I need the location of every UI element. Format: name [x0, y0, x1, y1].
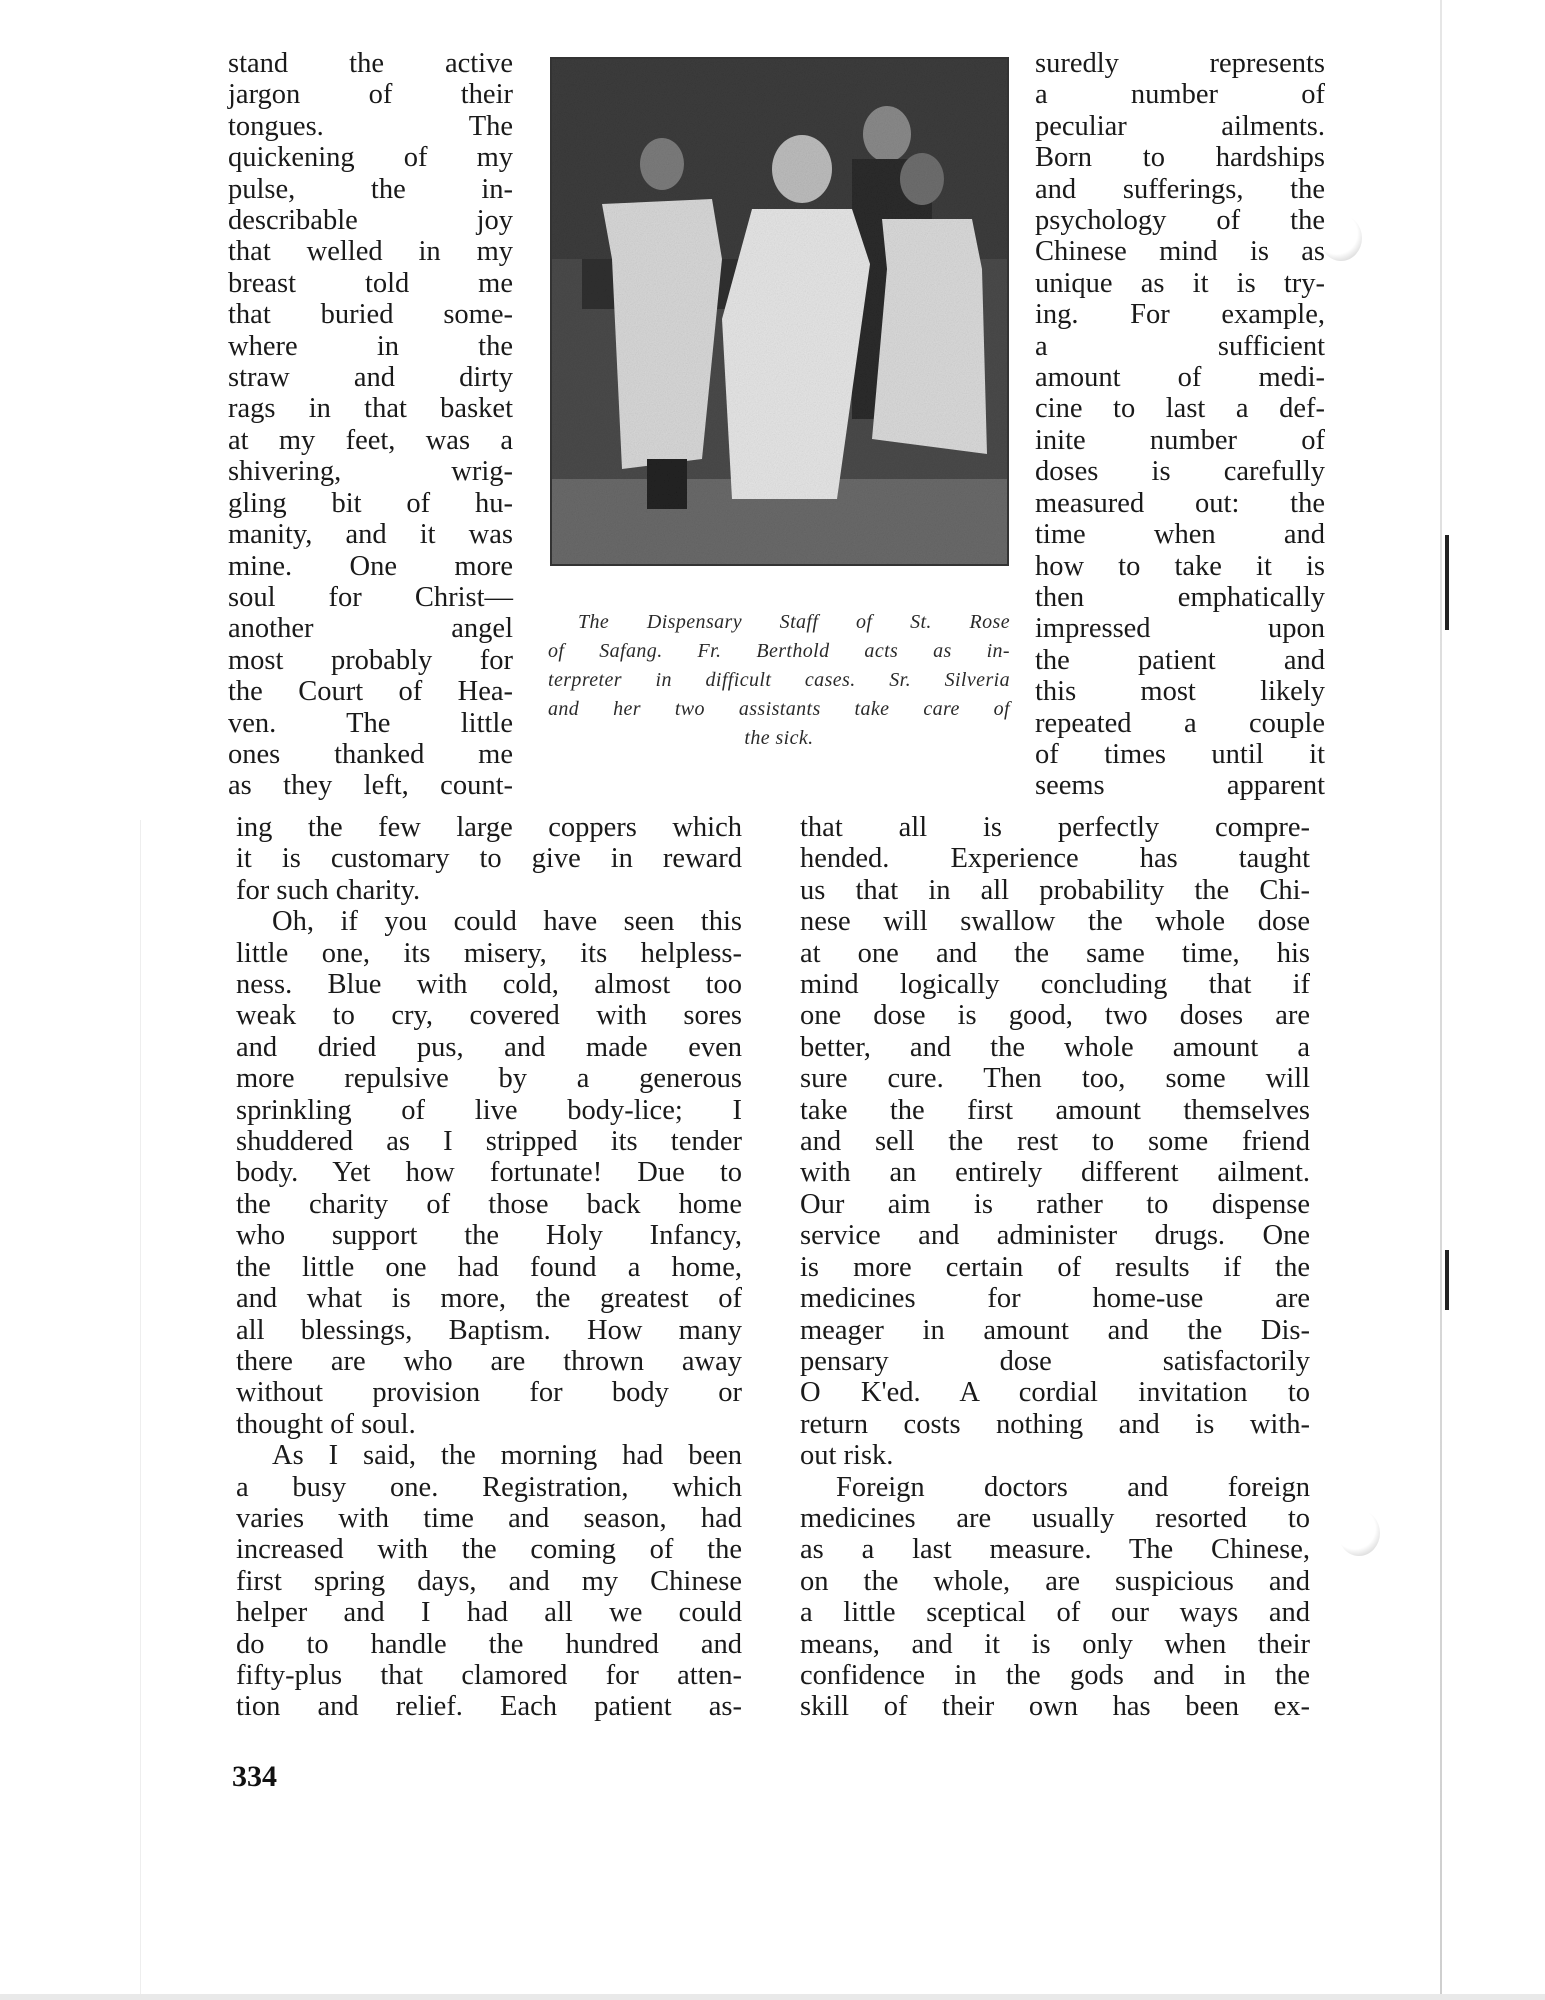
text-line: varies with time and season, had [236, 1502, 742, 1534]
bottom-left-text-column [236, 812, 742, 1723]
text-line: all blessings, Baptism. How many [236, 1314, 742, 1346]
text-line: increased with the coming of the [236, 1534, 742, 1566]
text-line: ness. Blue with cold, almost too [236, 969, 742, 1001]
photo-caption [548, 608, 1010, 753]
text-line: unique as it is try- [1035, 267, 1325, 299]
text-line: first spring days, and my Chinese [236, 1565, 742, 1597]
text-line: jargon of their [228, 79, 513, 111]
text-line: soul for Christ— [228, 581, 513, 613]
text-line: shuddered as I stripped its tender [236, 1126, 742, 1158]
text-line: time when and [1035, 519, 1325, 551]
text-line: us that in all probability the Chi- [800, 874, 1310, 906]
top-right-text-column [1035, 48, 1325, 802]
text-line: and dried pus, and made even [236, 1031, 742, 1063]
page-edge-line [1440, 0, 1442, 1995]
text-line: it is customary to give in reward [236, 843, 742, 875]
text-line: with an entirely different ailment. [800, 1157, 1310, 1189]
text-line: the patient and [1035, 644, 1325, 676]
page-number: 334 [232, 1760, 277, 1793]
text-line: sprinkling of live body-lice; I [236, 1094, 742, 1126]
text-line: at my feet, was a [228, 424, 513, 456]
text-line: and sufferings, the [1035, 173, 1325, 205]
caption-line: of Safang. Fr. Berthold acts as in- [548, 640, 1010, 662]
text-line: tion and relief. Each patient as- [236, 1691, 742, 1723]
text-line: means, and it is only when their [800, 1628, 1310, 1660]
page-edge-line [140, 820, 141, 2000]
caption-line: and her two assistants take care of [548, 698, 1010, 720]
bottom-right-text-column [800, 812, 1310, 1723]
page-bottom-edge [0, 1994, 1545, 2000]
text-line: a number of [1035, 79, 1325, 111]
text-line: psychology of the [1035, 205, 1325, 237]
page-edge-mark [1445, 1250, 1449, 1310]
text-line: mine. One more [228, 550, 513, 582]
page-edge-mark [1445, 535, 1449, 630]
text-line: as a last measure. The Chinese, [800, 1534, 1310, 1566]
text-line: nese will swallow the whole dose [800, 906, 1310, 938]
text-line: repeated a couple [1035, 707, 1325, 739]
text-line: and what is more, the greatest of [236, 1283, 742, 1315]
text-line: pulse, the in- [228, 173, 513, 205]
text-line: mind logically concluding that if [800, 969, 1310, 1001]
text-line: suredly represents [1035, 48, 1325, 79]
text-line: tongues. The [228, 110, 513, 142]
text-line: cine to last a def- [1035, 393, 1325, 425]
text-line: one dose is good, two doses are [800, 1000, 1310, 1032]
text-line: the charity of those back home [236, 1188, 742, 1220]
dispensary-staff-photo [550, 57, 1009, 566]
text-line: ing. For example, [1035, 299, 1325, 331]
text-line: As I said, the morning had been [272, 1440, 742, 1472]
text-line: little one, its misery, its helpless- [236, 937, 742, 969]
text-line: more repulsive by a generous [236, 1063, 742, 1095]
text-line: who support the Holy Infancy, [236, 1220, 742, 1252]
text-line: seems apparent [1035, 770, 1325, 802]
text-line: the Court of Hea- [228, 676, 513, 708]
text-line: for such charity. [236, 874, 421, 906]
text-line: without provision for body or [236, 1377, 742, 1409]
text-line: inite number of [1035, 424, 1325, 456]
text-line: return costs nothing and is with- [800, 1408, 1310, 1440]
text-line: ing the few large coppers which [236, 812, 742, 843]
text-line: O K'ed. A cordial invitation to [800, 1377, 1310, 1409]
text-line: on the whole, are suspicious and [800, 1565, 1310, 1597]
text-line: describable joy [228, 205, 513, 237]
text-line: doses is carefully [1035, 456, 1325, 488]
text-line: amount of medi- [1035, 362, 1325, 394]
text-line: most probably for [228, 644, 513, 676]
caption-line: The Dispensary Staff of St. Rose [578, 611, 1010, 633]
text-line: confidence in the gods and in the [800, 1659, 1310, 1691]
punch-hole-icon [1320, 215, 1362, 261]
text-line: do to handle the hundred and [236, 1628, 742, 1660]
text-line: sure cure. Then too, some will [800, 1063, 1310, 1095]
text-line: that all is perfectly compre- [800, 812, 1310, 843]
text-line: helper and I had all we could [236, 1597, 742, 1629]
text-line: there are who are thrown away [236, 1345, 742, 1377]
text-line: straw and dirty [228, 362, 513, 394]
text-line: is more certain of results if the [800, 1251, 1310, 1283]
text-line: Chinese mind is as [1035, 236, 1325, 268]
text-line: manity, and it was [228, 519, 513, 551]
text-line: quickening of my [228, 142, 513, 174]
text-line: peculiar ailments. [1035, 110, 1325, 142]
text-line: service and administer drugs. One [800, 1220, 1310, 1252]
text-line: of times until it [1035, 738, 1325, 770]
text-line: Oh, if you could have seen this [272, 906, 742, 938]
text-line: breast told me [228, 267, 513, 299]
text-line: that buried some- [228, 299, 513, 331]
text-line: Our aim is rather to dispense [800, 1188, 1310, 1220]
text-line: the little one had found a home, [236, 1251, 742, 1283]
top-left-text-column [228, 48, 513, 802]
text-line: weak to cry, covered with sores [236, 1000, 742, 1032]
text-line: how to take it is [1035, 550, 1325, 582]
text-line: Born to hardships [1035, 142, 1325, 174]
text-line: take the first amount themselves [800, 1094, 1310, 1126]
text-line: this most likely [1035, 676, 1325, 708]
text-line: medicines are usually resorted to [800, 1502, 1310, 1534]
text-line: skill of their own has been ex- [800, 1691, 1310, 1723]
text-line: hended. Experience has taught [800, 843, 1310, 875]
text-line: better, and the whole amount a [800, 1031, 1310, 1063]
text-line: thought of soul. [236, 1408, 416, 1440]
text-line: a little sceptical of our ways and [800, 1597, 1310, 1629]
punch-hole-icon [1338, 1510, 1380, 1556]
text-line: out risk. [800, 1440, 894, 1472]
text-line: medicines for home-use are [800, 1283, 1310, 1315]
photo-illustration [552, 59, 1007, 564]
text-line: where in the [228, 330, 513, 362]
text-line: meager in amount and the Dis- [800, 1314, 1310, 1346]
caption-line: the sick. [744, 727, 814, 749]
text-line: stand the active [228, 48, 513, 79]
text-line: rags in that basket [228, 393, 513, 425]
text-line: a busy one. Registration, which [236, 1471, 742, 1503]
text-line: as they left, count- [228, 770, 513, 802]
caption-line: terpreter in difficult cases. Sr. Silveria [548, 669, 1010, 691]
text-line: pensary dose satisfactorily [800, 1345, 1310, 1377]
text-line: ven. The little [228, 707, 513, 739]
text-line: measured out: the [1035, 487, 1325, 519]
text-line: at one and the same time, his [800, 937, 1310, 969]
text-line: another angel [228, 613, 513, 645]
text-line: fifty-plus that clamored for atten- [236, 1659, 742, 1691]
text-line: shivering, wrig- [228, 456, 513, 488]
text-line: Foreign doctors and foreign [836, 1471, 1310, 1503]
text-line: a sufficient [1035, 330, 1325, 362]
text-line: then emphatically [1035, 581, 1325, 613]
text-line: body. Yet how fortunate! Due to [236, 1157, 742, 1189]
text-line: ones thanked me [228, 738, 513, 770]
text-line: impressed upon [1035, 613, 1325, 645]
text-line: and sell the rest to some friend [800, 1126, 1310, 1158]
text-line: gling bit of hu- [228, 487, 513, 519]
text-line: that welled in my [228, 236, 513, 268]
